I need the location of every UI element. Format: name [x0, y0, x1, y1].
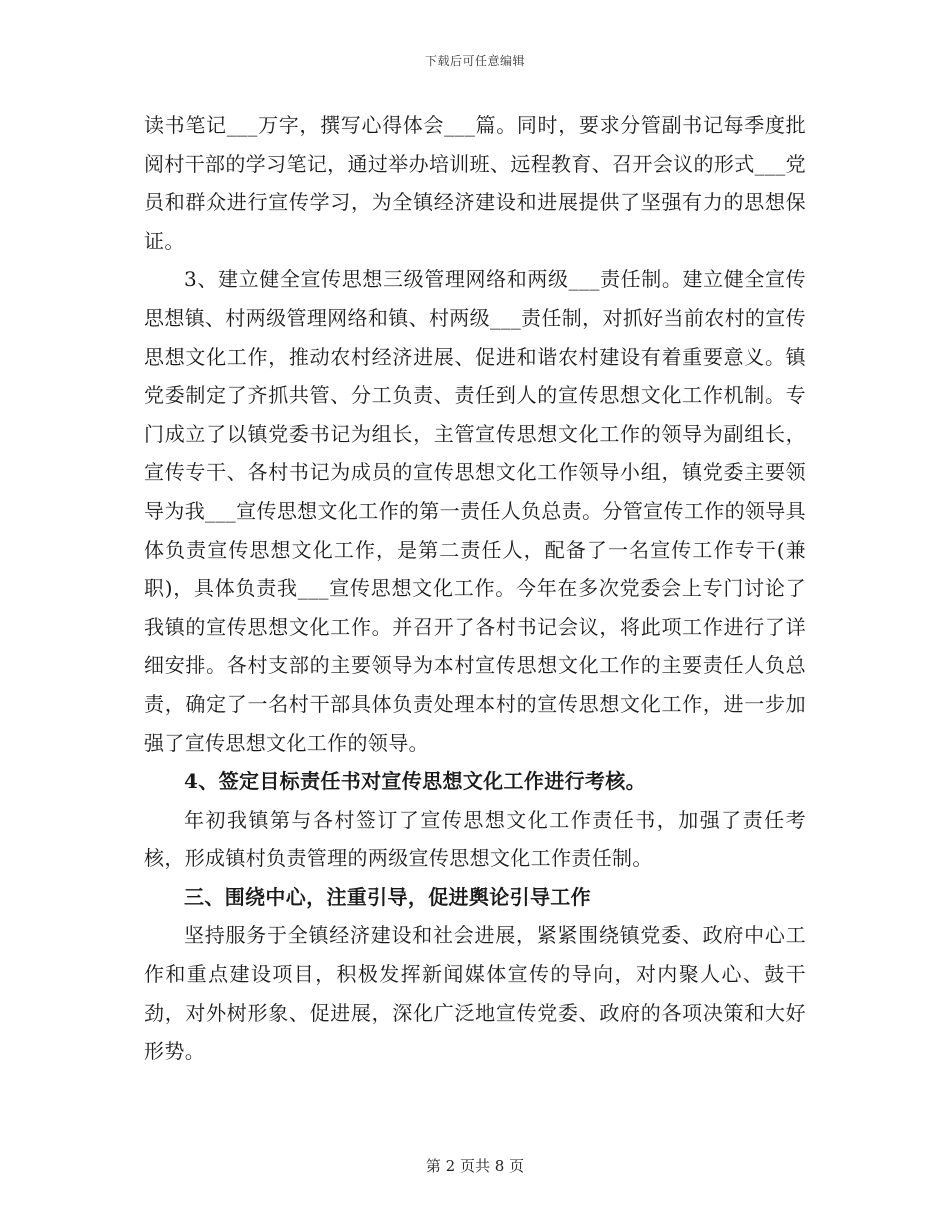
- paragraph-reading-notes: 读书笔记___万字，撰写心得体会___篇。同时，要求分管副书记每季度批阅村干部的学习笔记，通过举办培训班、远程教育、召开会议的形式___党员和群众进行宣传学习，为全镇经济建设和进展提供了坚强有力的思想保证。: [144, 113, 806, 253]
- section-heading-responsibility: 4、签定目标责任书对宣传思想文化工作进行考核。: [184, 769, 646, 794]
- paragraph-responsibility-book: 年初我镇第与各村签订了宣传思想文化工作责任书，加强了责任考核，形成镇村负责管理的两级宣传思想文化工作责任制。: [144, 807, 806, 871]
- page-number: 第 2 页共 8 页: [425, 1157, 525, 1175]
- document-body: [144, 106, 806, 1071]
- paragraph-economic-service: 坚持服务于全镇经济建设和社会进展，紧紧围绕镇党委、政府中心工作和重点建设项目，积极发挥新闻媒体宣传的导向，对内聚人心、鼓干劲，对外树形象、促进展，深化广泛地宣传党委、政府的各项决策和大好形势。: [144, 923, 806, 1064]
- section-heading-public-opinion: 三、围绕中心，注重引导，促进舆论引导工作: [184, 884, 591, 909]
- paragraph-management-network: 3、建立健全宣传思想三级管理网络和两级___责任制。建立健全宣传思想镇、村两级管理网络和镇、村两级___责任制，对抓好当前农村的宣传思想文化工作，推动农村经济进展、促进和谐农村建设有着重要意义。镇党委制定了齐抓共管、分工负责、责任到人的宣传思想文化工作机制。专门成立了以镇党委书记为组长，主管宣传思想文化工作的领导为副组长，宣传专干、各村书记为成员的宣传思想文化工作领导小组，镇党委主要领导为我___宣传思想文化工作的第一责任人负总责。分管宣传工作的领导具体负责宣传思想文化工作，是第二责任人，配备了一名宣传工作专干(兼职)，具体负责我___宣传思想文化工作。今年在多次党委会上专门讨论了我镇的宣传思想文化工作。并召开了各村书记会议，将此项工作进行了详细安排。各村支部的主要领导为本村宣传思想文化工作的主要责任人负总责，确定了一名村干部具体负责处理本村的宣传思想文化工作，进一步加强了宣传思想文化工作的领导。: [144, 267, 806, 755]
- page-header: 下载后可任意编辑: [424, 54, 525, 68]
